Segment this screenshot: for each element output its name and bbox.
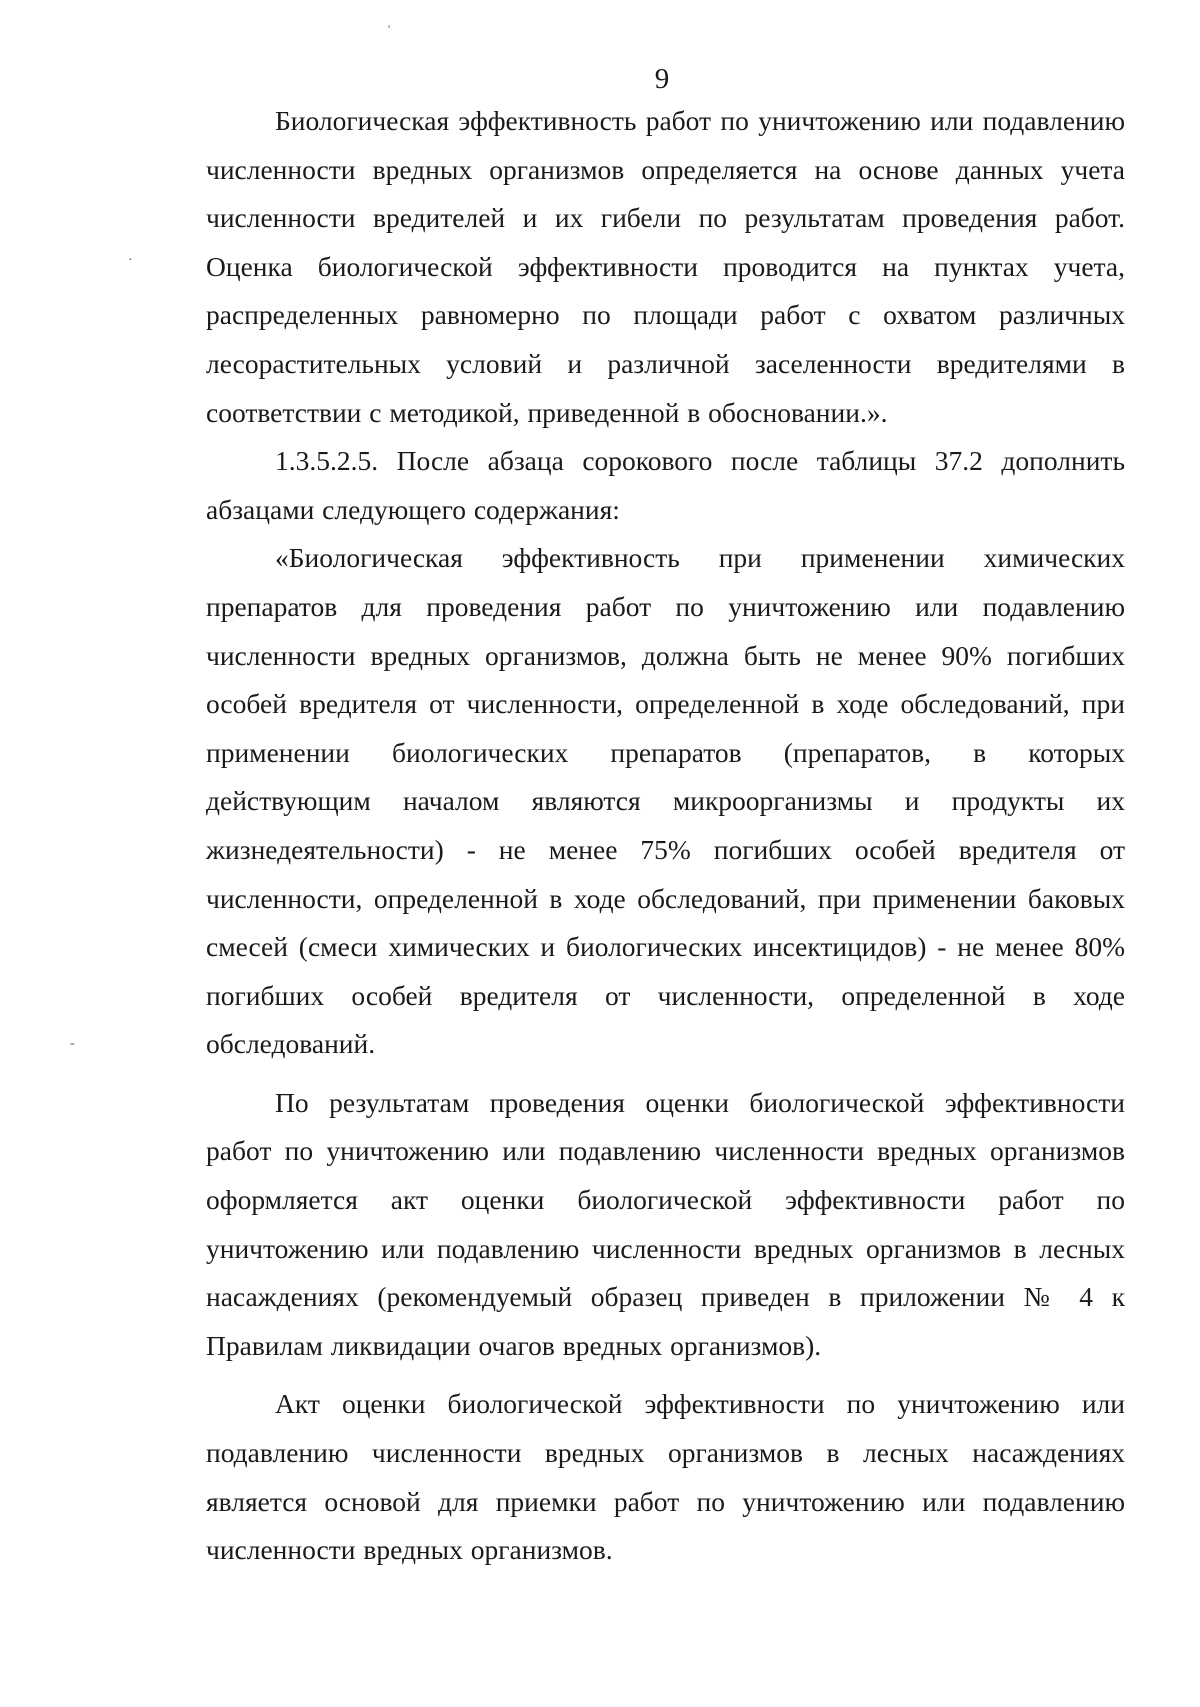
paragraph-efficiency-thresholds: «Биологическая эффективность при применении химических препаратов для проведения работ по уничтожению или подавлению численности вредных организмов, должна быть не менее 90% погибших особей вредителя от численности, определенной в ходе обследований, при применении биологических препаратов (препаратов, в которых действующим началом являются микроорганизмы и продукты их жизнедеятельности) - не менее 75% погибших особей вредителя от численности, определенной в ходе обследований, при применении баковых смесей (смеси химических и биологических инсектицидов) - не менее 80% погибших особей вредителя от численности, определенной в ходе обследований. [206, 542, 1125, 1060]
scan-artifact: · [128, 253, 133, 268]
document-body [206, 97, 1125, 1575]
scan-artifact: - [70, 1036, 75, 1051]
paragraph-act-basis: Акт оценки биологической эффективности по уничтожению или подавлению численности вредных организмов в лесных насаждениях является основой для приемки работ по уничтожению или подавлению численности вредных организмов. [206, 1388, 1125, 1566]
scan-artifact: ' [388, 22, 391, 36]
page-number: 9 [654, 63, 670, 95]
paragraph-amendment-item: 1.3.5.2.5. После абзаца сорокового после таблицы 37.2 дополнить абзацами следующего содержания: [206, 445, 1125, 525]
paragraph-assessment-act: По результатам проведения оценки биологической эффективности работ по уничтожению или подавлению численности вредных организмов оформляется акт оценки биологической эффективности работ по уничтожению или подавлению численности вредных организмов в лесных насаждениях (рекомендуемый образец приведен в приложении № 4 к Правилам ликвидации очагов вредных организмов). [206, 1086, 1125, 1361]
paragraph-efficiency-determination: Биологическая эффективность работ по уничтожению или подавлению численности вредных организмов определяется на основе данных учета численности вредителей и их гибели по результатам проведения работ. Оценка биологической эффективности проводится на пунктах учета, распределенных равномерно по площади работ с охватом различных лесорастительных условий и различной заселенности вредителями в соответствии с методикой, приведенной в обосновании.». [206, 105, 1125, 428]
